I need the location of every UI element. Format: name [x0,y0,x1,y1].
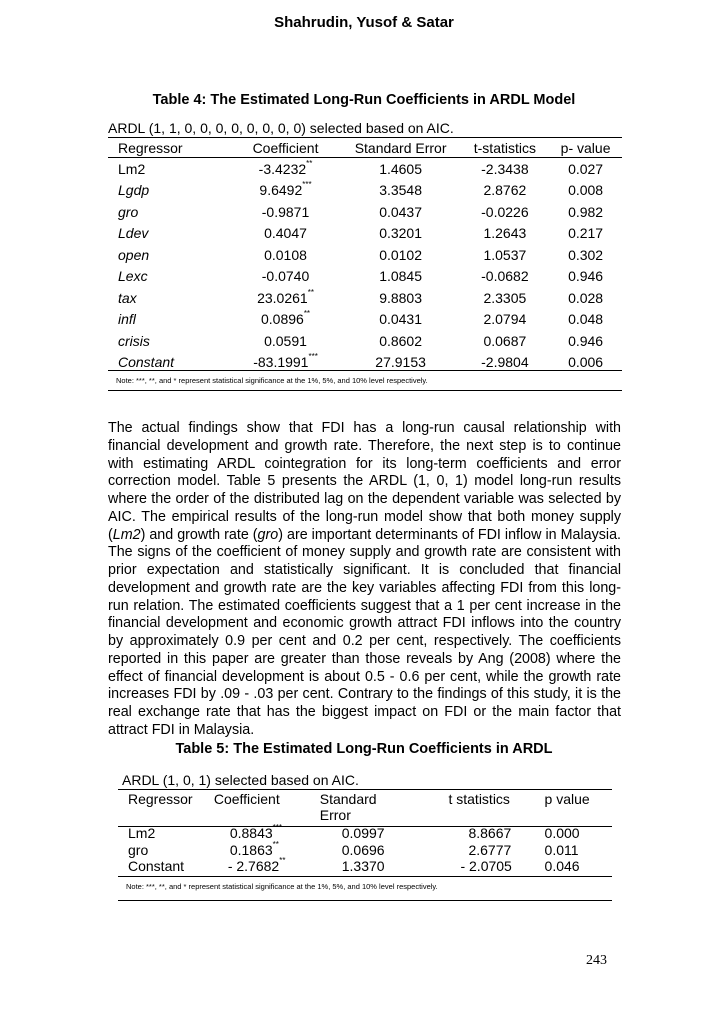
regressor-cell: Constant [118,354,175,371]
p-value-cell: 0.006 [568,354,604,371]
p-value-cell: 0.000 [544,825,580,842]
coefficient-cell: 0.0108 [264,246,307,263]
table-5-top-rule [118,789,612,790]
table-row [110,223,620,245]
coefficient-cell: -3.4232** [258,158,313,177]
significance-stars: ** [307,287,314,297]
regressor-cell: Lexc [118,268,148,285]
standard-error-cell: 0.0696 [341,841,385,858]
regressor-cell: gro [128,841,149,858]
table-5 [120,791,610,875]
standard-error-cell: 0.0102 [379,246,423,263]
table-row [120,825,610,842]
t-statistic-cell: 2.6777 [468,841,512,858]
significance-stars: ** [272,839,279,849]
significance-stars: *** [272,823,282,833]
regressor-cell: gro [118,203,139,220]
coefficient-cell: - 2.7682** [227,856,286,875]
t-statistic-cell: 1.0537 [483,246,527,263]
coefficient-cell: 0.0591 [264,332,307,349]
standard-error-cell: 0.0431 [379,311,423,328]
regressor-cell: crisis [118,332,150,349]
table-5-header-regressor: Regressor [128,791,193,807]
standard-error-cell: 0.3201 [379,225,423,242]
coefficient-cell: 0.1863** [229,839,279,858]
significance-stars: ** [279,856,286,866]
table-4-note-rule [108,390,622,391]
standard-error-cell: 3.3548 [379,182,423,199]
page-number: 243 [586,953,607,968]
regressor-cell: Ldev [118,225,149,242]
table-5-header-row [120,791,610,825]
t-statistic-cell: - 2.0705 [460,858,512,875]
t-statistic-cell: -2.3438 [481,160,529,177]
standard-error-cell: 1.4605 [379,160,423,177]
table-row [110,158,620,180]
p-value-cell: 0.946 [568,268,604,285]
table-row [110,287,620,309]
coefficient-cell: -0.9871 [261,203,310,220]
table-4-header-row [110,138,620,158]
t-statistic-cell: 2.0794 [483,311,527,328]
table-row [110,309,620,331]
standard-error-cell: 0.0437 [379,203,423,220]
t-statistic-cell: -0.0226 [481,203,529,220]
body-paragraph: The actual findings show that FDI has a long-run causal relationship with financial development and growth rate. Therefore, the next step is to continue with estimating ARDL cointegration for its long-term coefficients and error correction model. Table 5 presents the ARDL (1, 0, 1) model long-run results where the order of the distributed lag on the dependent variable was selected by AIC. The empirical results of the long-run model show that both money supply (Lm2) and growth rate (gro) are important determinants of FDI inflow in Malaysia. The signs of the coefficient of money supply and growth rate are consistent with prior expectation and statistically significant. It is concluded that financial development and growth rate are the key variables affecting FDI from this long-run relation. The estimated coefficients suggest that a 1 per cent increase in the financial development and economic growth attract FDI inflows into the country by approximately 0.9 per cent and 0.2 per cent, respectively. The coefficients reported in this paper are greater than those reveals by Ang (2008) where the effect of financial development is about 0.5 - 0.6 per cent, while the growth rate increases FDI by .09 - .03 per cent. Contrary to the findings of this study, it is the real exchange rate that has the biggest impact on FDI or the main factor that attract FDI in Malaysia. [108,420,621,738]
standard-error-cell: 1.3370 [341,858,385,875]
p-value-cell: 0.217 [568,225,604,242]
p-value-cell: 0.946 [568,332,604,349]
table-row [110,244,620,266]
significance-stars: ** [306,158,313,168]
coefficient-cell: 0.8843*** [229,823,282,842]
regressor-cell: Lgdp [118,182,150,199]
p-value-cell: 0.008 [568,182,604,199]
table-5-header-t-statistics: t statistics [448,791,510,807]
table-5-model-selection: ARDL (1, 0, 1) selected based on AIC. [122,772,359,788]
table-4-title: Table 4: The Estimated Long-Run Coefficients in ARDL Model [152,92,576,108]
table-5-title: Table 5: The Estimated Long-Run Coefficients in ARDL [175,741,553,757]
standard-error-cell: 27.9153 [375,354,426,371]
t-statistic-cell: 2.3305 [483,289,527,306]
table-4-note: Note: ***, **, and * represent statistical significance at the 1%, 5%, and 10% level respectively. [116,376,428,385]
regressor-cell: open [118,246,150,263]
significance-stars: *** [308,352,318,362]
standard-error-cell: 1.0845 [379,268,423,285]
significance-stars: ** [303,309,311,319]
t-statistic-cell: -0.0682 [481,268,529,285]
regressor-cell: Constant [128,858,185,875]
p-value-cell: 0.046 [544,858,580,875]
coefficient-cell: 9.6492*** [259,180,312,199]
standard-error-cell: 0.0997 [341,825,385,842]
table-5-header-p-value: p value [544,791,590,807]
t-statistic-cell: 1.2643 [483,225,527,242]
regressor-cell: tax [118,289,137,306]
table-row [110,330,620,352]
coefficient-cell: -0.0740 [261,268,310,285]
t-statistic-cell: -2.9804 [481,354,529,371]
p-value-cell: 0.011 [544,841,579,858]
table-4-model-selection: ARDL (1, 1, 0, 0, 0, 0, 0, 0, 0, 0) selected based on AIC. [108,120,454,136]
table-row [110,201,620,223]
regressor-cell: Lm2 [128,825,156,842]
standard-error-cell: 0.8602 [379,332,423,349]
table-5-note: Note: ***, **, and * represent statistical significance at the 1%, 5%, and 10% level respectively. [126,882,438,891]
p-value-cell: 0.982 [568,203,604,220]
table-row [120,858,610,875]
table-4-bottom-rule [108,370,622,371]
p-value-cell: 0.028 [568,289,604,306]
coefficient-cell: 23.0261** [257,287,314,306]
regressor-cell: infl [118,311,136,328]
table-5-header-coefficient: Coefficient [213,791,280,807]
table-4-header-coefficient: Coefficient [252,139,319,156]
coefficient-cell: 0.4047 [264,225,307,242]
t-statistic-cell: 8.8667 [468,825,512,842]
t-statistic-cell: 2.8762 [483,182,527,199]
running-head: Shahrudin, Yusof & Satar [274,14,454,31]
coefficient-cell: 0.0896** [260,309,311,328]
table-4-header-regressor: Regressor [118,139,183,156]
table-row [110,180,620,202]
table-4-header-t-statistics: t-statistics [473,139,536,156]
table-row [120,842,610,859]
standard-error-cell: 9.8803 [379,289,423,306]
regressor-cell: Lm2 [118,160,146,177]
table-row [110,266,620,288]
table-4-header-standard-error: Standard Error [354,139,447,156]
p-value-cell: 0.302 [568,246,604,263]
coefficient-cell: -83.1991*** [253,352,318,371]
t-statistic-cell: 0.0687 [483,332,527,349]
table-4 [110,138,620,373]
significance-stars: *** [302,180,312,190]
table-5-header-standard-error: Standard Error [319,791,377,823]
table-5-note-rule [118,900,612,901]
p-value-cell: 0.027 [568,160,604,177]
p-value-cell: 0.048 [568,311,604,328]
table-5-bottom-rule [118,876,612,877]
table-4-header-p-value: p- value [560,139,611,156]
